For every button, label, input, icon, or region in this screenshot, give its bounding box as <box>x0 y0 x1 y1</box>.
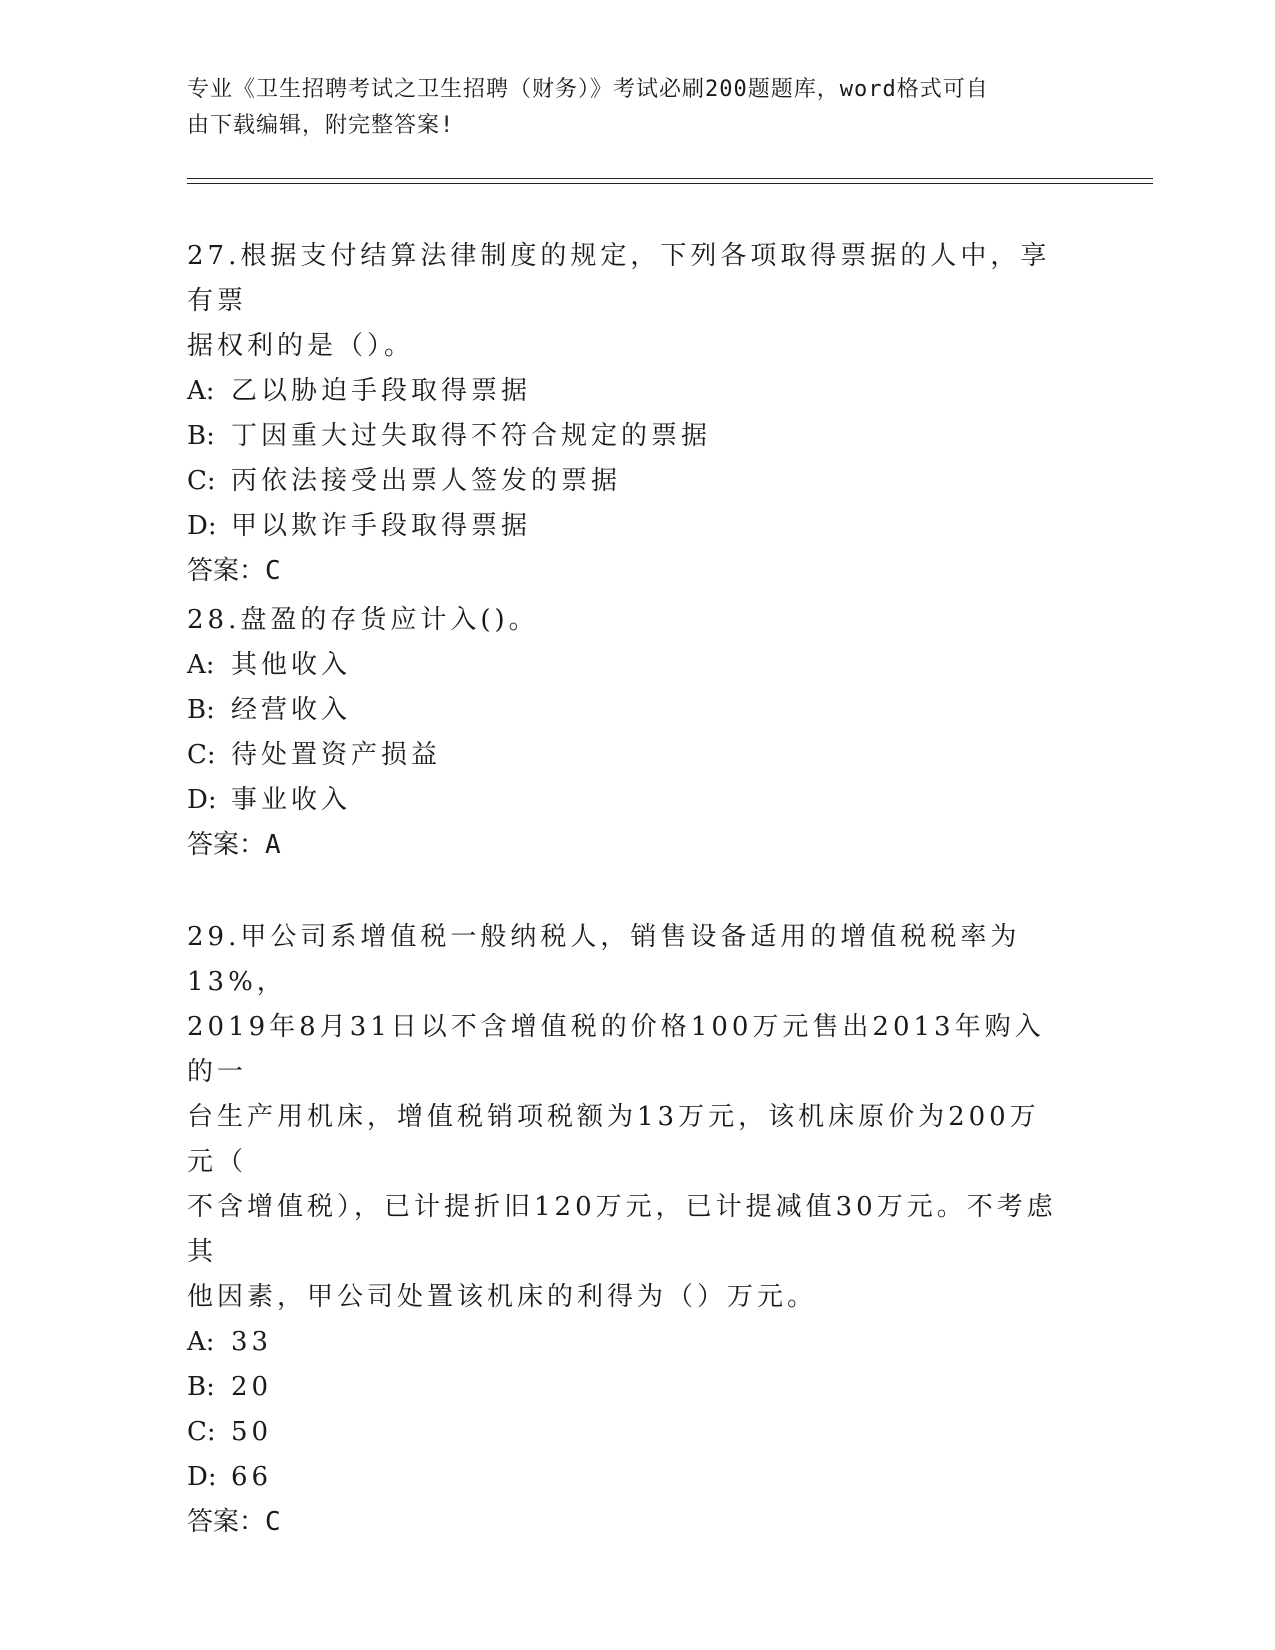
option-text: 事业收入 <box>231 785 352 815</box>
question-stem-line: 他因素，甲公司处置该机床的利得为（）万元。 <box>187 1282 818 1312</box>
option-a <box>187 1320 1067 1365</box>
answer-line: 答案：A <box>187 830 281 860</box>
option-key: A: <box>187 1327 215 1357</box>
option-text: 20 <box>231 1372 273 1402</box>
question-28 <box>187 598 1067 868</box>
option-b <box>187 688 1067 733</box>
answer-line: 答案：C <box>187 556 281 586</box>
option-b <box>187 1365 1067 1410</box>
question-stem-line: 不含增值税），已计提折旧120万元，已计提减值30万元。不考虑其 <box>187 1192 1057 1267</box>
option-key: B: <box>187 695 215 725</box>
option-d <box>187 504 1067 549</box>
question-stem-line: 29.甲公司系增值税一般纳税人，销售设备适用的增值税税率为13%， <box>187 922 1021 997</box>
header-line-1: 专业《卫生招聘考试之卫生招聘（财务）》考试必刷200题题库，word格式可自 <box>187 77 989 102</box>
option-d <box>187 778 1067 823</box>
option-key: C: <box>187 740 216 770</box>
option-key: B: <box>187 1372 215 1402</box>
option-key: C: <box>187 466 216 496</box>
header-divider-bottom <box>187 183 1153 184</box>
document-header <box>187 72 1067 144</box>
header-divider-top <box>187 178 1153 179</box>
option-b <box>187 414 1067 459</box>
question-stem-line: 28.盘盈的存货应计入()。 <box>187 605 539 635</box>
option-text: 33 <box>231 1327 273 1357</box>
option-key: D: <box>187 511 217 541</box>
option-text: 其他收入 <box>231 650 352 680</box>
question-stem-line: 2019年8月31日以不含增值税的价格100万元售出2013年购入的一 <box>187 1012 1045 1087</box>
option-a <box>187 643 1067 688</box>
option-key: C: <box>187 1417 216 1447</box>
question-stem-line: 据权利的是（）。 <box>187 331 415 361</box>
option-text: 待处置资产损益 <box>231 740 442 770</box>
option-text: 乙以胁迫手段取得票据 <box>231 376 532 406</box>
answer-line: 答案：C <box>187 1507 281 1537</box>
option-c <box>187 733 1067 778</box>
option-key: B: <box>187 421 215 451</box>
option-text: 丙依法接受出票人签发的票据 <box>231 466 622 496</box>
option-key: D: <box>187 785 217 815</box>
option-c <box>187 1410 1067 1455</box>
option-c <box>187 459 1067 504</box>
option-text: 经营收入 <box>231 695 352 725</box>
question-stem-line: 27.根据支付结算法律制度的规定，下列各项取得票据的人中，享有票 <box>187 241 1051 316</box>
question-29 <box>187 915 1067 1545</box>
option-text: 甲以欺诈手段取得票据 <box>231 511 532 541</box>
question-stem-line: 台生产用机床，增值税销项税额为13万元，该机床原价为200万元（ <box>187 1102 1040 1177</box>
option-key: A: <box>187 376 215 406</box>
option-d <box>187 1455 1067 1500</box>
option-text: 50 <box>231 1417 273 1447</box>
option-text: 丁因重大过失取得不符合规定的票据 <box>231 421 712 451</box>
option-text: 66 <box>231 1462 273 1492</box>
option-key: D: <box>187 1462 217 1492</box>
option-a <box>187 369 1067 414</box>
header-line-2: 由下载编辑，附完整答案! <box>187 113 455 138</box>
option-key: A: <box>187 650 215 680</box>
question-27 <box>187 234 1067 594</box>
